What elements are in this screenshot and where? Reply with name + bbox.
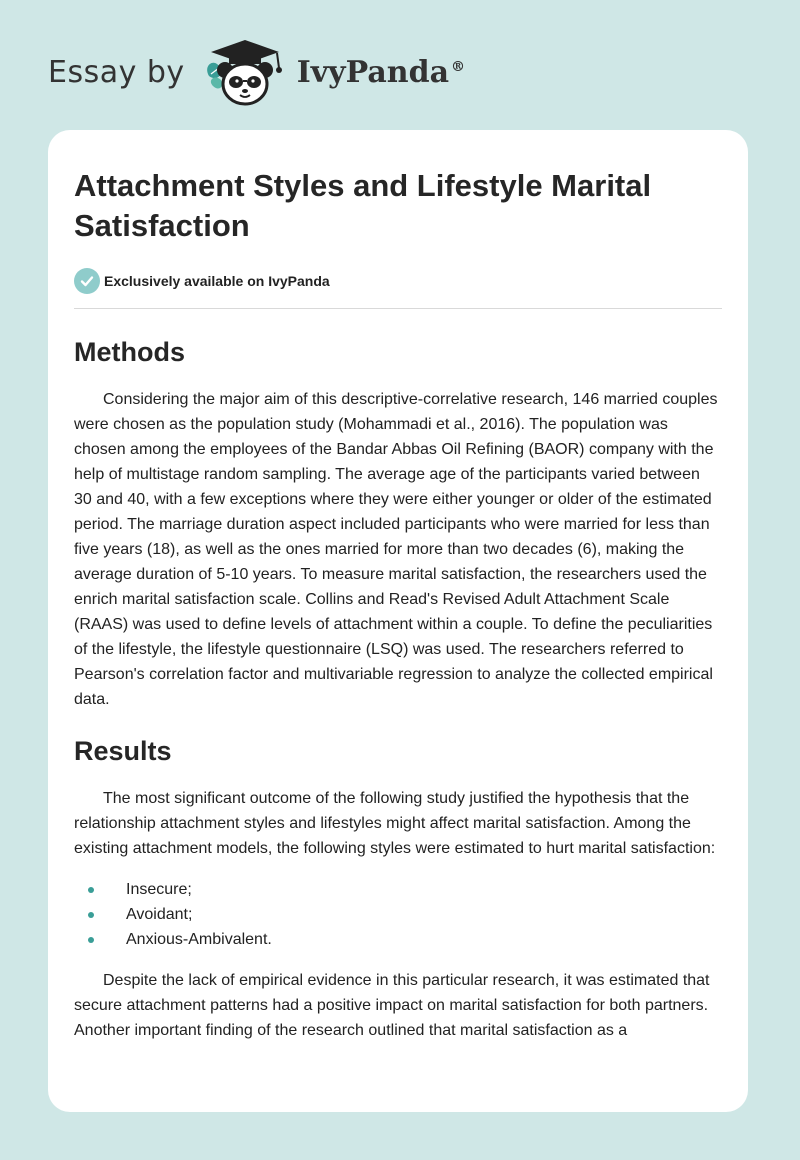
list-item: Insecure; (74, 877, 722, 902)
list-item: Avoidant; (74, 902, 722, 927)
section-heading-results: Results (74, 736, 172, 766)
exclusive-label: Exclusively available on IvyPanda (104, 273, 330, 289)
methods-paragraph: Considering the major aim of this descriptive-correlative research, 146 married couples were chosen as the population study (Mohammadi et al., 2016). The population was chosen among the employees of the Bandar Abbas Oil Refining (BAOR) company with the help of multistage random sampling. The average age of the participants varied between 30 and 40, with a few exceptions where they were either younger or older of the estimated period. The marriage duration aspect included participants who were married for less than five years (18), as well as the ones married for more than two decades (6), making the average duration of 5-10 years. To measure marital satisfaction, the researchers used the enrich marital satisfaction scale. Collins and Read's Revised Adult Attachment Scale (RAAS) was used to define levels of attachment within a couple. To define the peculiarities of the lifestyle, the lifestyle questionnaire (LSQ) was used. The researchers referred to Pearson's correlation factor and multivariable regression to analyze the collected empirical data. (74, 391, 718, 708)
exclusive-badge (74, 268, 722, 309)
essay-by-label: Essay by (48, 54, 185, 90)
check-icon (74, 268, 100, 294)
attachment-styles-list (74, 877, 722, 952)
list-item: Anxious-Ambivalent. (74, 927, 722, 952)
panda-graduate-icon (199, 36, 291, 108)
site-header (0, 0, 800, 130)
brand-logo-link[interactable] (48, 36, 465, 108)
results-paragraph-continued: Despite the lack of empirical evidence in this particular research, it was estimated that secure attachment patterns had a positive impact on marital satisfaction for both partners. Another important finding of the research outlined that marital satisfaction as a (74, 972, 710, 1039)
brand-name: IvyPanda ® (296, 54, 466, 90)
registered-mark: ® (451, 58, 466, 75)
results-paragraph: The most significant outcome of the following study justified the hypothesis that the relationship attachment styles and lifestyles might affect marital satisfaction. Among the existing attachment models, the following styles were estimated to hurt marital satisfaction: (74, 790, 716, 857)
article-card (48, 130, 748, 1112)
article-title: Attachment Styles and Lifestyle Marital Satisfaction (74, 168, 652, 243)
section-heading-methods: Methods (74, 337, 185, 367)
